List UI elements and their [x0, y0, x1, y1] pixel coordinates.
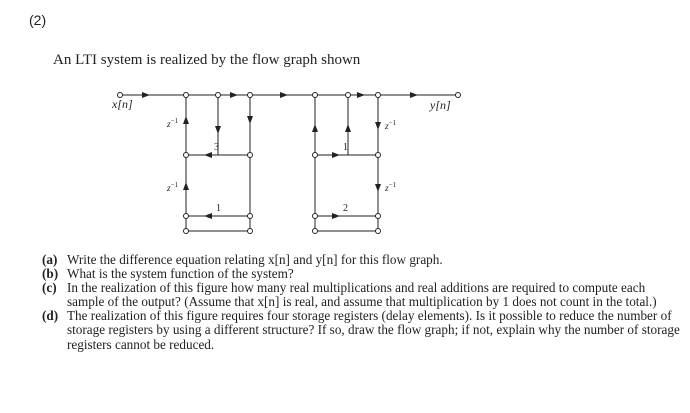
- input-label: x[n]: [112, 97, 133, 111]
- coefficient-2: 2: [343, 203, 348, 214]
- question-c: [30, 281, 680, 309]
- delay-label-4: $z^{-1}$: [385, 181, 397, 194]
- output-label: y[n]: [430, 98, 451, 112]
- question-text: In the realization of this figure how many real multiplications and real additions are required to compute each sample of the output? (Assume that x[n] is real, and assume that multiplication by 1 does not count in the total.): [67, 280, 657, 310]
- question-d: [30, 309, 680, 351]
- problem-number: (2): [29, 12, 47, 28]
- question-a: [30, 253, 680, 267]
- question-text: What is the system function of the system?: [67, 266, 294, 282]
- question-list: [30, 253, 680, 352]
- coefficient-3: 3: [214, 142, 219, 153]
- question-label: (b): [42, 266, 59, 282]
- delay-label-2: $z^{-1}$: [167, 181, 179, 194]
- problem-intro: An LTI system is realized by the flow graph shown: [53, 52, 361, 68]
- delay-label-3: $z^{-1}$: [385, 119, 397, 132]
- coefficient-1-top: 1: [343, 142, 348, 153]
- delay-label-1: $z^{-1}$: [167, 117, 179, 130]
- question-b: [30, 267, 680, 281]
- question-label: (a): [42, 252, 58, 267]
- question-label: (d): [42, 308, 59, 324]
- question-text: Write the difference equation relating x[n] and y[n] for this flow graph.: [67, 252, 443, 267]
- question-text: The realization of this figure requires four storage registers (delay elements). Is it possible to reduce the number of storage registers by using a different structure? If so, draw the flow graph; if not, explain why the number of storage registers cannot be reduced.: [67, 308, 680, 352]
- question-label: (c): [42, 280, 57, 296]
- coefficient-1-bottom: 1: [216, 203, 221, 214]
